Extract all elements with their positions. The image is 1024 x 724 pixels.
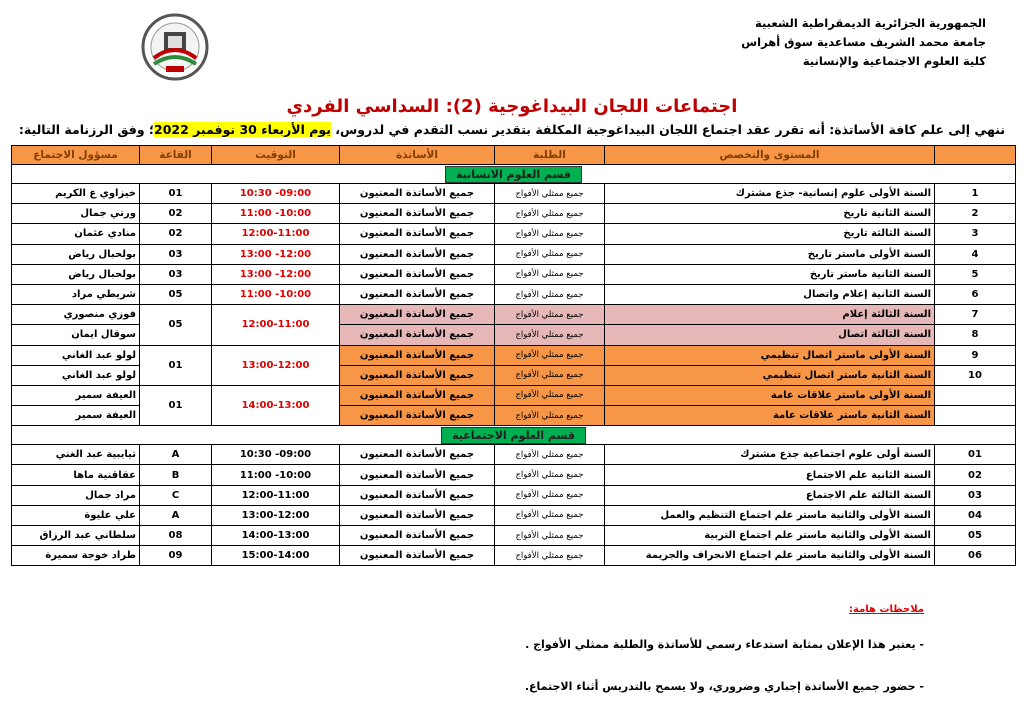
- row-supervisor: طراد خوجة سميرة: [12, 546, 140, 566]
- row-level: السنة الثالثة إعلام: [605, 305, 935, 325]
- table-row: [12, 345, 1016, 365]
- table-row: [12, 204, 1016, 224]
- row-number: 01: [935, 445, 1016, 465]
- row-level: السنة الأولى والثانية ماستر علم اجتماع التنظيم والعمل: [605, 505, 935, 525]
- row-teachers: جميع الأساتذة المعنيون: [340, 465, 495, 485]
- row-number: 7: [935, 305, 1016, 325]
- row-number: 4: [935, 244, 1016, 264]
- row-level: السنة الأولى والثانية ماستر علم اجتماع التربية: [605, 526, 935, 546]
- col-room: القاعة: [140, 146, 212, 165]
- row-room: 02: [140, 204, 212, 224]
- row-students: جميع ممثلي الأفواج: [495, 485, 605, 505]
- col-time: التوقيت: [212, 146, 340, 165]
- row-supervisor: عقاقنية ماها: [12, 465, 140, 485]
- notice-tail: ؛ وفق الرزنامة التالية:: [18, 122, 154, 137]
- row-number: 9: [935, 345, 1016, 365]
- row-students: جميع ممثلي الأفواج: [495, 345, 605, 365]
- col-number: [935, 146, 1016, 165]
- row-teachers: جميع الأساتذة المعنيون: [340, 184, 495, 204]
- row-room: 05: [140, 284, 212, 304]
- note-1: [525, 638, 924, 651]
- row-students: جميع ممثلي الأفواج: [495, 284, 605, 304]
- row-number: 8: [935, 325, 1016, 345]
- row-supervisor: علي عليوة: [12, 505, 140, 525]
- col-students: الطلبة: [495, 146, 605, 165]
- row-level: السنة الأولى ماستر اتصال تنظيمي: [605, 345, 935, 365]
- row-level: السنة الأولى والثانية ماستر علم اجتماع الانحراف والجريمة: [605, 546, 935, 566]
- row-level: السنة الثالثة علم الاجتماع: [605, 485, 935, 505]
- row-room: 03: [140, 244, 212, 264]
- row-teachers: جميع الأساتذة المعنيون: [340, 505, 495, 525]
- row-number: 2: [935, 204, 1016, 224]
- row-room: 01: [140, 345, 212, 385]
- university-logo: [140, 12, 210, 82]
- row-level: السنة الثانية إعلام واتصال: [605, 284, 935, 304]
- row-room: 02: [140, 224, 212, 244]
- row-teachers: جميع الأساتذة المعنيون: [340, 365, 495, 385]
- row-teachers: جميع الأساتذة المعنيون: [340, 385, 495, 405]
- notice-date: يوم الأربعاء 30 نوفمبر 2022: [154, 122, 331, 137]
- row-number: 6: [935, 284, 1016, 304]
- header-faculty: كلية العلوم الاجتماعية والإنسانية: [802, 54, 986, 68]
- row-teachers: جميع الأساتذة المعنيون: [340, 345, 495, 365]
- table-row: [12, 284, 1016, 304]
- row-students: جميع ممثلي الأفواج: [495, 406, 605, 426]
- col-level: المستوى والتخصص: [605, 146, 935, 165]
- table-row: [12, 445, 1016, 465]
- row-supervisor: سوقال ايمان: [12, 325, 140, 345]
- col-supervisor: مسؤول الاجتماع: [12, 146, 140, 165]
- row-supervisor: سلطاني عبد الرزاق: [12, 526, 140, 546]
- row-teachers: جميع الأساتذة المعنيون: [340, 244, 495, 264]
- row-teachers: جميع الأساتذة المعنيون: [340, 485, 495, 505]
- row-time: 10:30 -09:00: [212, 445, 340, 465]
- row-teachers: جميع الأساتذة المعنيون: [340, 406, 495, 426]
- row-time: 11:00 -10:00: [212, 465, 340, 485]
- table-row: [12, 244, 1016, 264]
- row-supervisor: فوزي منصوري: [12, 305, 140, 325]
- section-row-social: [12, 426, 1016, 445]
- notice-text: ننهي إلى علم كافة الأساتذة: أنه تقرر عقد اجتماع اللجان البيداغوجية المكلفة بتقدير نسب التقدم في لدروس،: [335, 122, 1006, 137]
- row-time: 11:00 -10:00: [212, 204, 340, 224]
- row-supervisor: بولحبال رياض: [12, 244, 140, 264]
- table-row: [12, 485, 1016, 505]
- remarks-label: ملاحظات هامة:: [849, 604, 924, 615]
- row-level: السنة الثانية ماستر اتصال تنظيمي: [605, 365, 935, 385]
- note-bullet: -: [919, 680, 924, 693]
- row-students: جميع ممثلي الأفواج: [495, 526, 605, 546]
- row-room: 01: [140, 385, 212, 425]
- row-room: 05: [140, 305, 212, 345]
- row-supervisor: شريطي مراد: [12, 284, 140, 304]
- row-level: السنة الثانية ماستر علاقات عامة: [605, 406, 935, 426]
- row-time: 13:00 -12:00: [212, 264, 340, 284]
- row-level: السنة الثالثة تاريخ: [605, 224, 935, 244]
- header-country: الجمهورية الجزائرية الديمقراطية الشعبية: [754, 16, 986, 30]
- table-row: [12, 184, 1016, 204]
- row-time: 12:00-11:00: [212, 305, 340, 345]
- row-room: 01: [140, 184, 212, 204]
- table-row: [12, 385, 1016, 405]
- row-supervisor: العيفة سمير: [12, 385, 140, 405]
- row-level: السنة الثانية ماستر تاريخ: [605, 264, 935, 284]
- note-2-text: حضور جميع الأساتذة إجباري وضروري، ولا يسمح بالتدريس أثناء الاجتماع.: [524, 680, 916, 693]
- header-university: جامعة محمد الشريف مساعدية سوق أهراس: [741, 35, 986, 49]
- table-row: [12, 546, 1016, 566]
- row-teachers: جميع الأساتذة المعنيون: [340, 305, 495, 325]
- note-2: [525, 680, 924, 693]
- row-number: 10: [935, 365, 1016, 385]
- row-number: 06: [935, 546, 1016, 566]
- row-room: 03: [140, 264, 212, 284]
- row-time: 14:00-13:00: [212, 385, 340, 425]
- row-room: B: [140, 465, 212, 485]
- row-teachers: جميع الأساتذة المعنيون: [340, 264, 495, 284]
- row-time: 13:00-12:00: [212, 345, 340, 385]
- row-level: السنة الأولى علوم إنسانية- جذع مشترك: [605, 184, 935, 204]
- table-row: [12, 526, 1016, 546]
- row-time: 10:30 -09:00: [212, 184, 340, 204]
- institution-header: [741, 14, 986, 71]
- row-level: السنة الأولى ماستر تاريخ: [605, 244, 935, 264]
- row-number: [935, 385, 1016, 405]
- table-row: [12, 305, 1016, 325]
- row-teachers: جميع الأساتذة المعنيون: [340, 204, 495, 224]
- row-time: 11:00 -10:00: [212, 284, 340, 304]
- row-students: جميع ممثلي الأفواج: [495, 385, 605, 405]
- col-teachers: الأساتذة: [340, 146, 495, 165]
- row-time: 13:00-12:00: [212, 505, 340, 525]
- row-teachers: جميع الأساتذة المعنيون: [340, 546, 495, 566]
- row-teachers: جميع الأساتذة المعنيون: [340, 284, 495, 304]
- row-teachers: جميع الأساتذة المعنيون: [340, 224, 495, 244]
- row-level: السنة الثانية علم الاجتماع: [605, 465, 935, 485]
- row-time: 12:00-11:00: [212, 485, 340, 505]
- row-supervisor: بولحبال رياض: [12, 264, 140, 284]
- row-number: [935, 406, 1016, 426]
- page-title: اجتماعات اللجان البيداغوجية (2): السداسي الفردي: [286, 96, 738, 117]
- row-supervisor: منادي عثمان: [12, 224, 140, 244]
- row-room: A: [140, 505, 212, 525]
- row-teachers: جميع الأساتذة المعنيون: [340, 325, 495, 345]
- row-students: جميع ممثلي الأفواج: [495, 244, 605, 264]
- note-bullet: -: [919, 638, 924, 651]
- row-room: 09: [140, 546, 212, 566]
- row-time: 14:00-13:00: [212, 526, 340, 546]
- row-students: جميع ممثلي الأفواج: [495, 204, 605, 224]
- row-level: السنة أولى علوم اجتماعية جذع مشترك: [605, 445, 935, 465]
- row-supervisor: ورتي جمال: [12, 204, 140, 224]
- row-teachers: جميع الأساتذة المعنيون: [340, 445, 495, 465]
- table-row: [12, 465, 1016, 485]
- row-supervisor: خيزاوي ع الكريم: [12, 184, 140, 204]
- notice-line: [0, 122, 1024, 137]
- row-time: 15:00-14:00: [212, 546, 340, 566]
- row-students: جميع ممثلي الأفواج: [495, 546, 605, 566]
- row-room: A: [140, 445, 212, 465]
- row-students: جميع ممثلي الأفواج: [495, 465, 605, 485]
- row-room: 08: [140, 526, 212, 546]
- row-room: C: [140, 485, 212, 505]
- note-1-text: يعتبر هذا الإعلان بمثابة استدعاء رسمي للأساتذة والطلبة ممثلي الأفواج .: [525, 638, 916, 651]
- row-level: السنة الثالثة اتصال: [605, 325, 935, 345]
- section-row-humanities: [12, 165, 1016, 184]
- row-number: 3: [935, 224, 1016, 244]
- row-teachers: جميع الأساتذة المعنيون: [340, 526, 495, 546]
- section-social-label: قسم العلوم الاجتماعية: [441, 427, 586, 444]
- row-supervisor: تيايبية عبد الغني: [12, 445, 140, 465]
- table-header-row: [12, 146, 1016, 165]
- table-row: [12, 505, 1016, 525]
- row-time: 12:00-11:00: [212, 224, 340, 244]
- row-students: جميع ممثلي الأفواج: [495, 325, 605, 345]
- row-students: جميع ممثلي الأفواج: [495, 184, 605, 204]
- row-number: 04: [935, 505, 1016, 525]
- row-supervisor: مراد جمال: [12, 485, 140, 505]
- row-students: جميع ممثلي الأفواج: [495, 365, 605, 385]
- row-students: جميع ممثلي الأفواج: [495, 505, 605, 525]
- section-humanities-label: قسم العلوم الانسانية: [445, 166, 582, 183]
- row-level: السنة الثانية تاريخ: [605, 204, 935, 224]
- row-number: 03: [935, 485, 1016, 505]
- row-number: 5: [935, 264, 1016, 284]
- row-number: 02: [935, 465, 1016, 485]
- schedule-table: [11, 145, 1016, 566]
- row-number: 05: [935, 526, 1016, 546]
- row-students: جميع ممثلي الأفواج: [495, 305, 605, 325]
- row-supervisor: العيفة سمير: [12, 406, 140, 426]
- row-number: 1: [935, 184, 1016, 204]
- table-row: [12, 224, 1016, 244]
- row-supervisor: لولو عبد الغاني: [12, 345, 140, 365]
- row-students: جميع ممثلي الأفواج: [495, 224, 605, 244]
- row-level: السنة الأولى ماستر علاقات عامة: [605, 385, 935, 405]
- row-supervisor: لولو عبد الغاني: [12, 365, 140, 385]
- row-time: 13:00 -12:00: [212, 244, 340, 264]
- row-students: جميع ممثلي الأفواج: [495, 445, 605, 465]
- row-students: جميع ممثلي الأفواج: [495, 264, 605, 284]
- table-row: [12, 264, 1016, 284]
